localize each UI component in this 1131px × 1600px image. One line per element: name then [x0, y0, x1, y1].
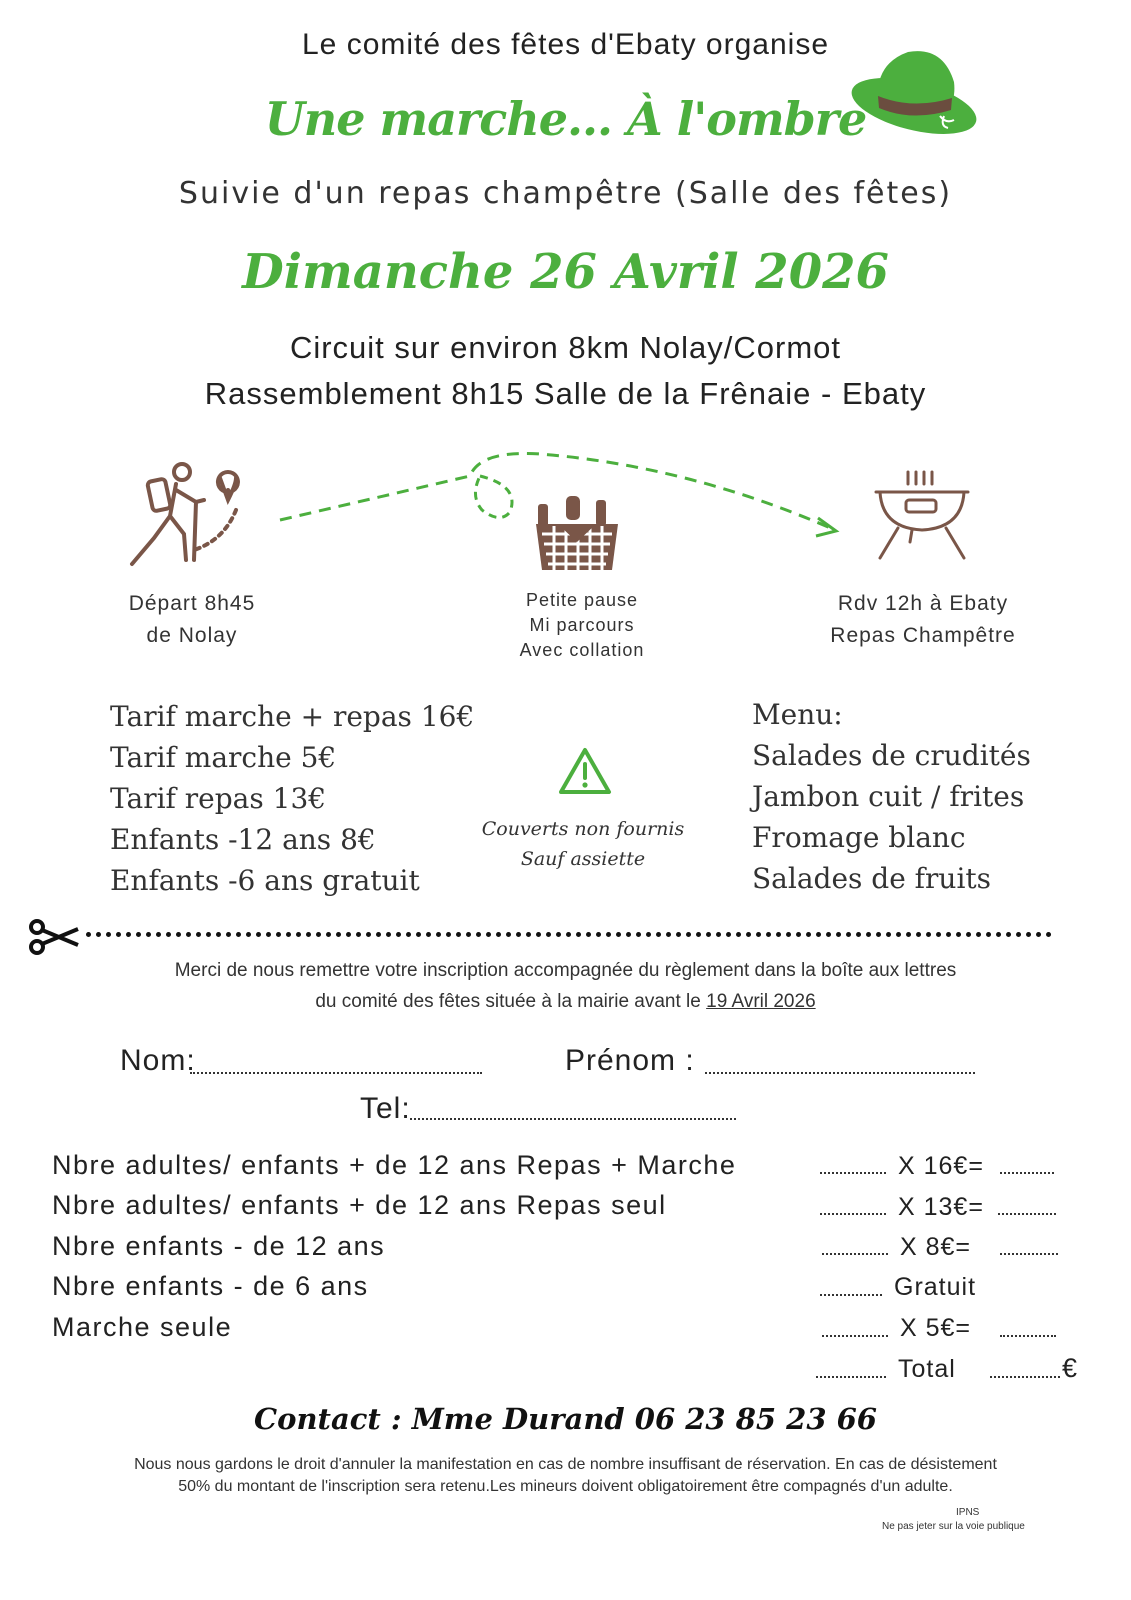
nom-field[interactable]: [190, 1072, 482, 1074]
warning-icon: [558, 746, 612, 796]
ipns-label: IPNS: [956, 1507, 980, 1518]
row-quantity-field[interactable]: [822, 1253, 888, 1255]
total-amount-field[interactable]: [990, 1376, 1060, 1378]
row-amount-field[interactable]: [998, 1213, 1056, 1215]
picnic-basket-icon: [532, 490, 622, 574]
tarif-item: Enfants -12 ans 8€: [110, 823, 376, 856]
instruction-line2-text: du comité des fêtes située à la mairie avant le: [315, 991, 707, 1012]
meeting-text: Rassemblement 8h15 Salle de la Frênaie - Ebaty: [204, 376, 927, 411]
warning-line2: Sauf assiette: [520, 848, 646, 870]
menu-item: Jambon cuit / frites: [752, 780, 1025, 813]
menu-title: Menu:: [752, 698, 843, 731]
row-label: Nbre adultes/ enfants + de 12 ans Repas seul: [52, 1190, 667, 1220]
event-date: Dimanche 26 Avril 2026: [242, 244, 889, 300]
total-label: Total: [898, 1355, 956, 1383]
nom-label: Nom:: [120, 1044, 196, 1077]
row-price: X 16€=: [898, 1152, 984, 1180]
event-title: Une marche... À l'ombre: [264, 92, 867, 146]
tel-label: Tel:: [360, 1092, 411, 1125]
row-quantity-field[interactable]: [820, 1213, 886, 1215]
row-label: Nbre adultes/ enfants + de 12 ans Repas + Marche: [52, 1150, 737, 1180]
tarif-item: Tarif marche 5€: [110, 741, 337, 774]
total-quantity-field[interactable]: [816, 1376, 886, 1378]
warning-text: [480, 814, 686, 874]
deadline-date: 19 Avril 2026: [706, 991, 816, 1012]
disclaimer-line1: Nous nous gardons le droit d'annuler la manifestation en cas de nombre insuffisant de réservation. En cas de désistement: [134, 1456, 997, 1473]
tel-field[interactable]: [410, 1118, 736, 1120]
prenom-label: Prénom :: [565, 1044, 695, 1077]
step-pause-line1: Petite pause: [525, 590, 639, 610]
step-depart-line1: Départ 8h45: [128, 592, 256, 615]
intro-text: Le comité des fêtes d'Ebaty organise: [301, 28, 829, 61]
row-label: Nbre enfants - de 6 ans: [52, 1271, 369, 1301]
warning-line1: Couverts non fournis: [481, 818, 685, 840]
step-pause-line2: Mi parcours: [529, 615, 635, 635]
scissors-icon: [28, 918, 80, 956]
row-label: Marche seule: [52, 1312, 233, 1342]
step-depart: [104, 588, 280, 652]
row-quantity-field[interactable]: [820, 1294, 882, 1296]
menu-item: Salades de fruits: [752, 862, 992, 895]
disclaimer-line2: 50% du montant de l'inscription sera retenu.Les mineurs doivent obligatoirement être compagnés d'un adulte.: [178, 1478, 953, 1495]
row-amount-field[interactable]: [1000, 1253, 1058, 1255]
circuit-text: Circuit sur environ 8km Nolay/Cormot: [289, 330, 842, 365]
menu-item: Fromage blanc: [752, 821, 966, 854]
tarif-item: Tarif repas 13€: [110, 782, 327, 815]
row-amount-field[interactable]: [1000, 1335, 1056, 1337]
menu-list: [752, 694, 1031, 899]
ipns-note: Ne pas jeter sur la voie publique: [882, 1521, 1025, 1532]
currency-symbol: €: [1062, 1353, 1079, 1383]
row-quantity-field[interactable]: [820, 1172, 886, 1174]
step-pause-line3: Avec collation: [519, 640, 645, 660]
row-quantity-field[interactable]: [822, 1335, 888, 1337]
contact-text: Contact : Mme Durand 06 23 85 23 66: [254, 1402, 877, 1436]
row-price: Gratuit: [894, 1273, 977, 1301]
instruction-line2: [0, 991, 1131, 1013]
row-label: Nbre enfants - de 12 ans: [52, 1231, 386, 1261]
subtitle: Suivie d'un repas champêtre (Salle des fêtes): [178, 176, 953, 211]
step-rdv: [818, 588, 1028, 652]
tarif-item: Enfants -6 ans gratuit: [110, 864, 420, 897]
row-price: X 8€=: [900, 1233, 972, 1261]
barbecue-icon: [872, 470, 972, 562]
tarif-list: [110, 696, 474, 901]
step-rdv-line1: Rdv 12h à Ebaty: [837, 592, 1009, 615]
row-price: X 5€=: [900, 1314, 972, 1342]
hiker-icon: [124, 460, 244, 570]
step-rdv-line2: Repas Champêtre: [830, 624, 1016, 647]
row-amount-field[interactable]: [1000, 1172, 1054, 1174]
step-depart-line2: de Nolay: [146, 624, 238, 647]
menu-item: Salades de crudités: [752, 739, 1031, 772]
row-price: X 13€=: [898, 1193, 984, 1221]
cut-line: [86, 932, 1052, 937]
prenom-field[interactable]: [705, 1072, 975, 1074]
instruction-line1: Merci de nous remettre votre inscription accompagnée du règlement dans la boîte aux lettres: [174, 960, 957, 981]
tarif-item: Tarif marche + repas 16€: [110, 700, 475, 733]
step-pause: [490, 588, 674, 663]
